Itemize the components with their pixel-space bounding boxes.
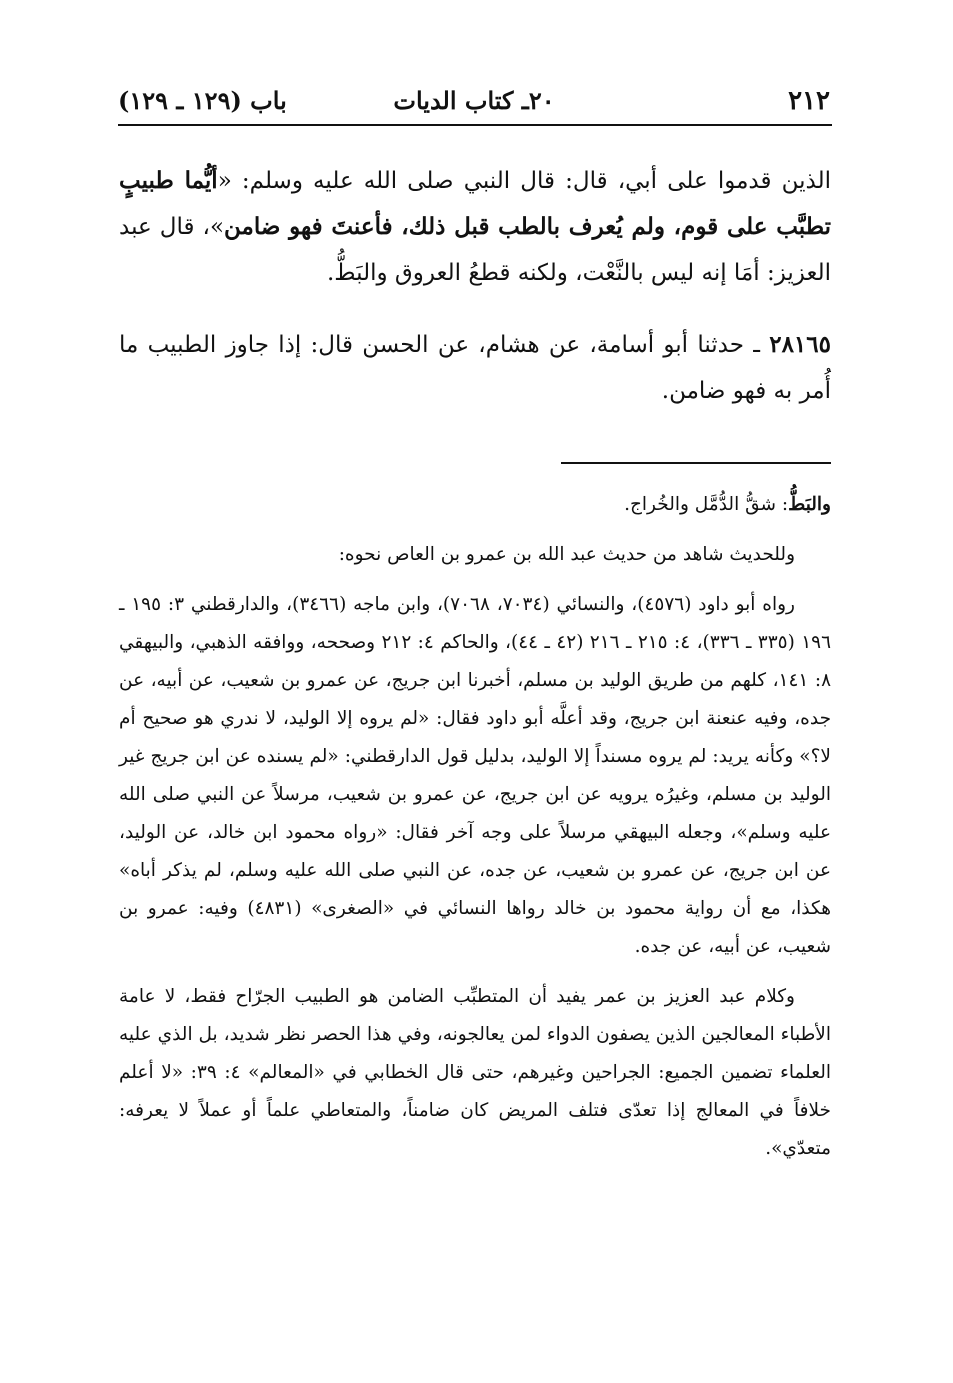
footnotes bbox=[119, 486, 831, 1168]
hadith-comment: »، قال عبد العزيز: أمَا إنه ليس بالنَّعْت، ولكنه قطعُ العروق والبَطُّ. bbox=[119, 214, 831, 286]
hadith-entry bbox=[119, 322, 831, 414]
hadith-continuation bbox=[119, 158, 831, 296]
book-title: ٢٠ـ كتاب الديات bbox=[393, 86, 555, 115]
witness-note: وللحديث شاهد من حديث عبد الله بن عمرو بن العاص نحوه: bbox=[338, 544, 795, 565]
takhrij-note: رواه أبو داود (٤٥٧٦)، والنسائي (٧٠٣٤، ٧٠٦٨)، وابن ماجه (٣٤٦٦)، والدارقطني ٣: ١٩٥ ـ ١٩٦ (٣٣٥ ـ ٣٣٦)، ٤: ٢١٥ ـ ٢١٦ (٤٢ ـ ٤٤)، والحاكم ٤: ٢١٢ وصححه، ووافقه الذهبي، والبيهقي ٨: ١٤١، كلهم من طريق الوليد بن مسلم، أخبرنا ابن جريج، عن عمرو بن شعيب، عن أبيه، عن جده، وفيه عنعنة ابن جريج، وقد أعلَّه أبو داود فقال: «لم يروه إلا الوليد، لا ندري هو صحيح أم لا؟» وكأنه يريد: لم يروه مسنداً إلا الوليد، بدليل قول الدارقطني: «لم يسنده عن ابن جريج غير الوليد بن مسلم، وغيرُه يرويه عن ابن جريج، عن عمرو بن شعيب، مرسلاً عن النبي صلى الله عليه وسلم»، وجعله البيهقي مرسلاً على وجه آخر فقال: «رواه محمود ابن خالد، عن الوليد، عن ابن جريج، عن عمرو بن شعيب، عن جده، عن النبي صلى الله عليه وسلم، لم يذكر أباه» هكذا، مع أن رواية محمود بن خالد رواها النسائي في «الصغرى» (٤٨٣١) وفيه: عمرو بن شعيب، عن أبيه، عن جده. bbox=[119, 594, 832, 957]
hadith-number: ٢٨١٦٥ bbox=[769, 331, 831, 358]
hadith-intro: الذين قدموا على أبي، قال: قال النبي صلى الله عليه وسلم: « bbox=[217, 168, 831, 194]
footnote-divider bbox=[561, 462, 831, 464]
hadith-text: ـ حدثنا أبو أسامة، عن هشام، عن الحسن قال: إذا جاوز الطبيب ما أُمر به فهو ضامن. bbox=[119, 332, 831, 404]
header-divider bbox=[118, 124, 832, 126]
page-header bbox=[118, 82, 830, 124]
chapter-range: باب (١٢٩ ـ ١٢٩) bbox=[118, 86, 287, 115]
gloss-term: والبَطُّ bbox=[788, 494, 831, 515]
hadith-matn-bold: أيُّما طبيبٍ تطبَّب على قوم، ولم يُعرف بالطب قبل ذلك، فأعنتَ فهو ضامن bbox=[119, 167, 831, 240]
commentary-note: وكلام عبد العزيز بن عمر يفيد أن المتطبِّب الضامن هو الطبيب الجرّاح فقط، لا عامة الأطباء المعالجين الذين يصفون الدواء لمن يعالجونه، وفي هذا الحصر نظر شديد، بل الذي عليه العلماء تضمين الجميع: الجراحين وغيرهم، حتى قال الخطابي في «المعالم» ٤: ٣٩: «لا أعلم خلافاً في المعالج إذا تعدّى فتلف المريض كان ضامناً، والمتعاطي علماً أو عملاً لا يعرفه: متعدّي». bbox=[119, 986, 831, 1159]
gloss-note bbox=[119, 486, 831, 524]
page-number: ٢١٢ bbox=[788, 86, 830, 116]
gloss-definition: : شقُّ الدُّمَّل والخُراج. bbox=[624, 494, 789, 515]
main-text bbox=[119, 158, 831, 414]
